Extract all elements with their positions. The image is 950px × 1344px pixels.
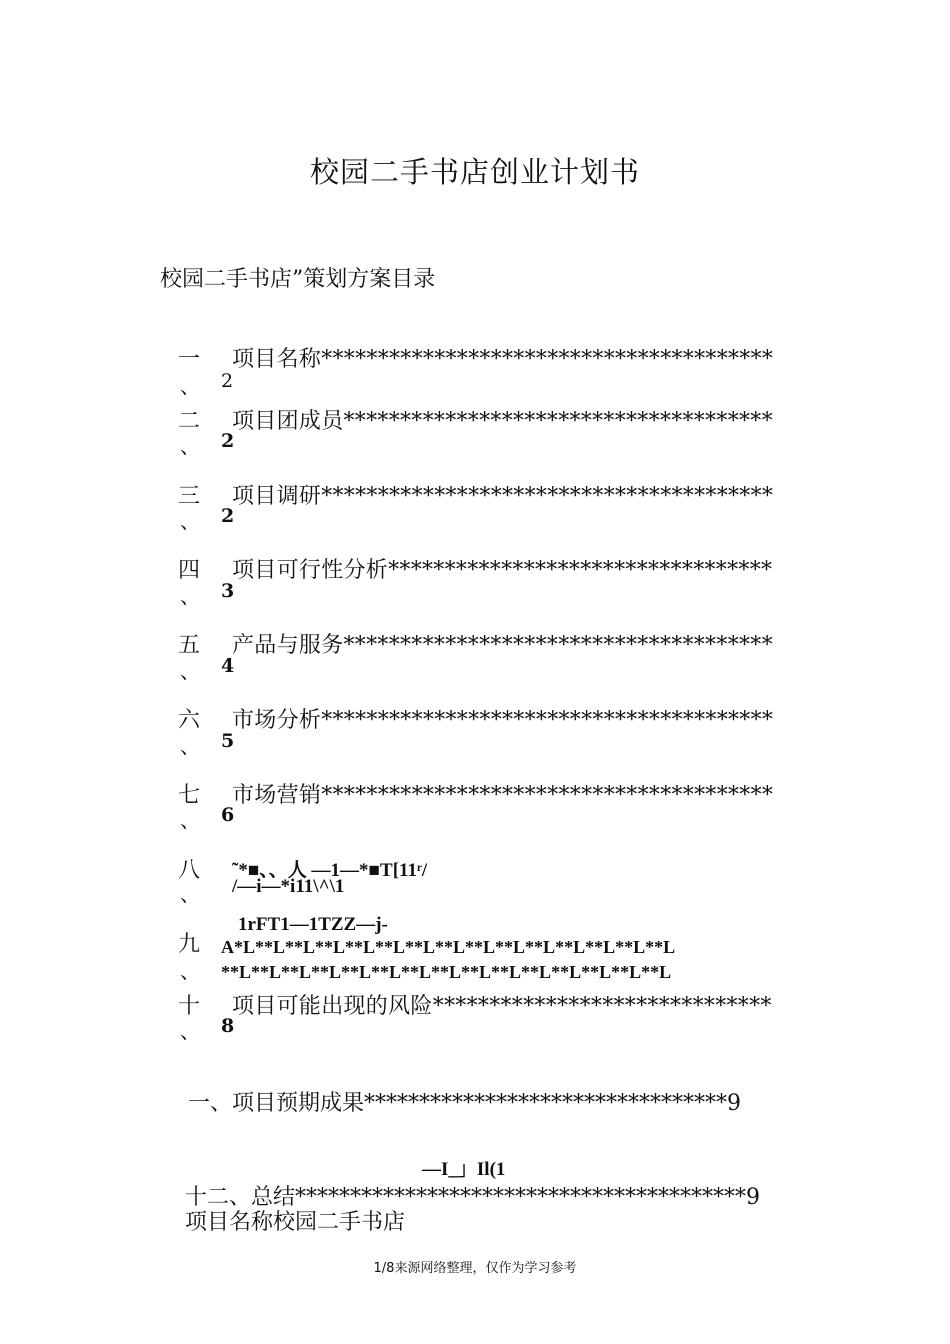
toc-number-6: 六 xyxy=(178,708,201,733)
toc-number-9: 九 xyxy=(178,932,201,957)
toc-number-5: 五 xyxy=(178,633,201,658)
garbled-line-8b: /—i—*i11\^\1 xyxy=(232,876,345,897)
toc-label-3: 项目调研**************************************** xyxy=(232,484,774,509)
toc-comma-4: 、 xyxy=(180,584,200,608)
toc-page-10: 8 xyxy=(221,1015,235,1037)
toc-comma-6: 、 xyxy=(180,734,200,758)
toc-page-1: 2 xyxy=(221,370,234,392)
toc-number-1: 一 xyxy=(178,347,201,372)
project-name-line: 项目名称校园二手书店 xyxy=(185,1210,406,1235)
toc-comma-2: 、 xyxy=(180,434,200,458)
garbled-line-11: —I_」Il(1 xyxy=(422,1159,506,1180)
toc-page-4: 3 xyxy=(221,580,235,602)
toc-label-10: 项目可能出现的风险****************************** xyxy=(232,994,772,1019)
toc-number-2: 二 xyxy=(178,409,201,434)
toc-comma-3: 、 xyxy=(180,509,200,533)
toc-label-7: 市场营销**************************************** xyxy=(232,783,774,808)
toc-comma-9: 、 xyxy=(180,959,200,983)
page-footer: 1/8来源网络整理，仅作为学习参考 xyxy=(373,1261,577,1276)
toc-label-2: 项目团成员************************************** xyxy=(232,409,773,434)
toc-entry-11: 一、项目预期成果*********************************9 xyxy=(188,1091,741,1116)
toc-comma-8: 、 xyxy=(180,882,200,906)
toc-number-3: 三 xyxy=(178,484,201,509)
toc-number-8: 八 xyxy=(178,858,201,883)
toc-label-6: 市场分析**************************************** xyxy=(232,708,774,733)
toc-label-1: 项目名称**************************************** xyxy=(232,347,774,372)
toc-number-4: 四 xyxy=(178,558,201,583)
document-title: 校园二手书店创业计划书 xyxy=(309,155,640,189)
toc-page-5: 4 xyxy=(221,655,235,677)
toc-heading: 校园二手书店”策划方案目录 xyxy=(160,267,436,292)
toc-label-4: 项目可行性分析********************************** xyxy=(232,558,773,583)
toc-label-5: 产品与服务************************************** xyxy=(232,633,773,658)
toc-comma-7: 、 xyxy=(180,808,200,832)
garbled-line-9b: A*L**L**L**L**L**L**L**L**L**L**L**L**L**L**L xyxy=(221,937,676,957)
toc-page-7: 6 xyxy=(221,804,235,826)
toc-comma-5: 、 xyxy=(180,659,200,683)
garbled-line-9c: **L**L**L**L**L**L**L**L**L**L**L**L**L**L**L xyxy=(221,962,672,982)
toc-entry-12: 十二、总结*****************************************9 xyxy=(185,1185,760,1210)
toc-page-3: 2 xyxy=(221,505,235,527)
garbled-line-9a: 1rFT1—1TZZ—j- xyxy=(238,914,388,935)
toc-number-7: 七 xyxy=(178,783,201,808)
toc-comma-10: 、 xyxy=(180,1019,200,1043)
toc-page-2: 2 xyxy=(221,430,235,452)
toc-page-6: 5 xyxy=(221,730,235,752)
toc-comma-1: 、 xyxy=(180,374,200,398)
garbled-line-8a: ˜*■、、人 —1—*■T[11ʳ/ xyxy=(232,860,428,881)
toc-number-10: 十 xyxy=(178,994,201,1019)
